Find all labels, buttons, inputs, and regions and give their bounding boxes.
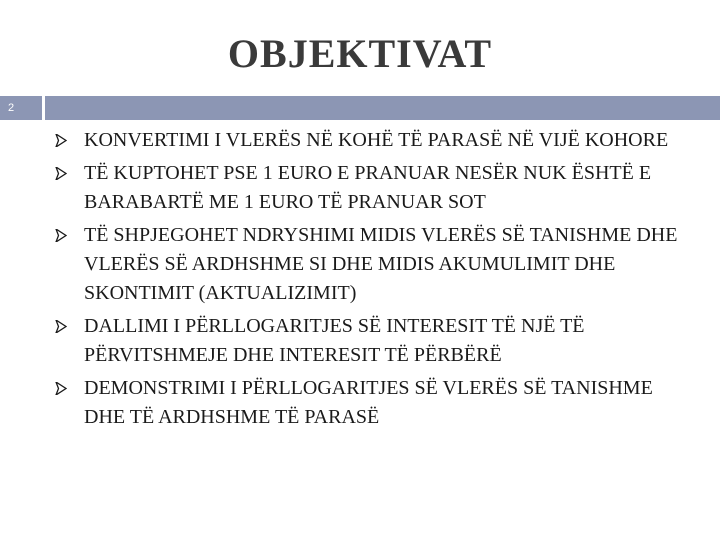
bullet-text: TË KUPTOHET PSE 1 EURO E PRANUAR NESËR NUK ËSHTË E BARABARTË ME 1 EURO TË PRANUAR SOT [84, 162, 652, 213]
slide-number: 2 [0, 96, 42, 120]
arrow-bullet-icon [55, 159, 69, 188]
bullet-item [48, 159, 698, 217]
bullet-item [48, 312, 698, 370]
arrow-bullet-icon [55, 374, 69, 403]
bullet-text: TË SHPJEGOHET NDRYSHIMI MIDIS VLERËS SË TANISHME DHE VLERËS SË ARDHSHME SI DHE MIDIS AKUMULIMIT DHE SKONTIMIT (AKTUALIZIMIT) [84, 224, 678, 304]
bullet-item [48, 221, 698, 308]
divider-bar [45, 96, 720, 120]
arrow-bullet-icon [55, 126, 69, 155]
title-divider [0, 96, 720, 120]
bullet-list [48, 126, 698, 436]
bullet-text: DALLIMI I PËRLLOGARITJES SË INTERESIT TË NJË TË PËRVITSHMEJE DHE INTERESIT TË PËRBËRË [84, 315, 585, 366]
bullet-item [48, 126, 698, 155]
bullet-text: DEMONSTRIMI I PËRLLOGARITJES SË VLERËS SË TANISHME DHE TË ARDHSHME TË PARASË [84, 377, 653, 428]
slide-title: OBJEKTIVAT [227, 31, 493, 76]
arrow-bullet-icon [55, 221, 69, 250]
bullet-item [48, 374, 698, 432]
arrow-bullet-icon [55, 312, 69, 341]
bullet-text: KONVERTIMI I VLERËS NË KOHË TË PARASË NË VIJË KOHORE [84, 129, 669, 151]
